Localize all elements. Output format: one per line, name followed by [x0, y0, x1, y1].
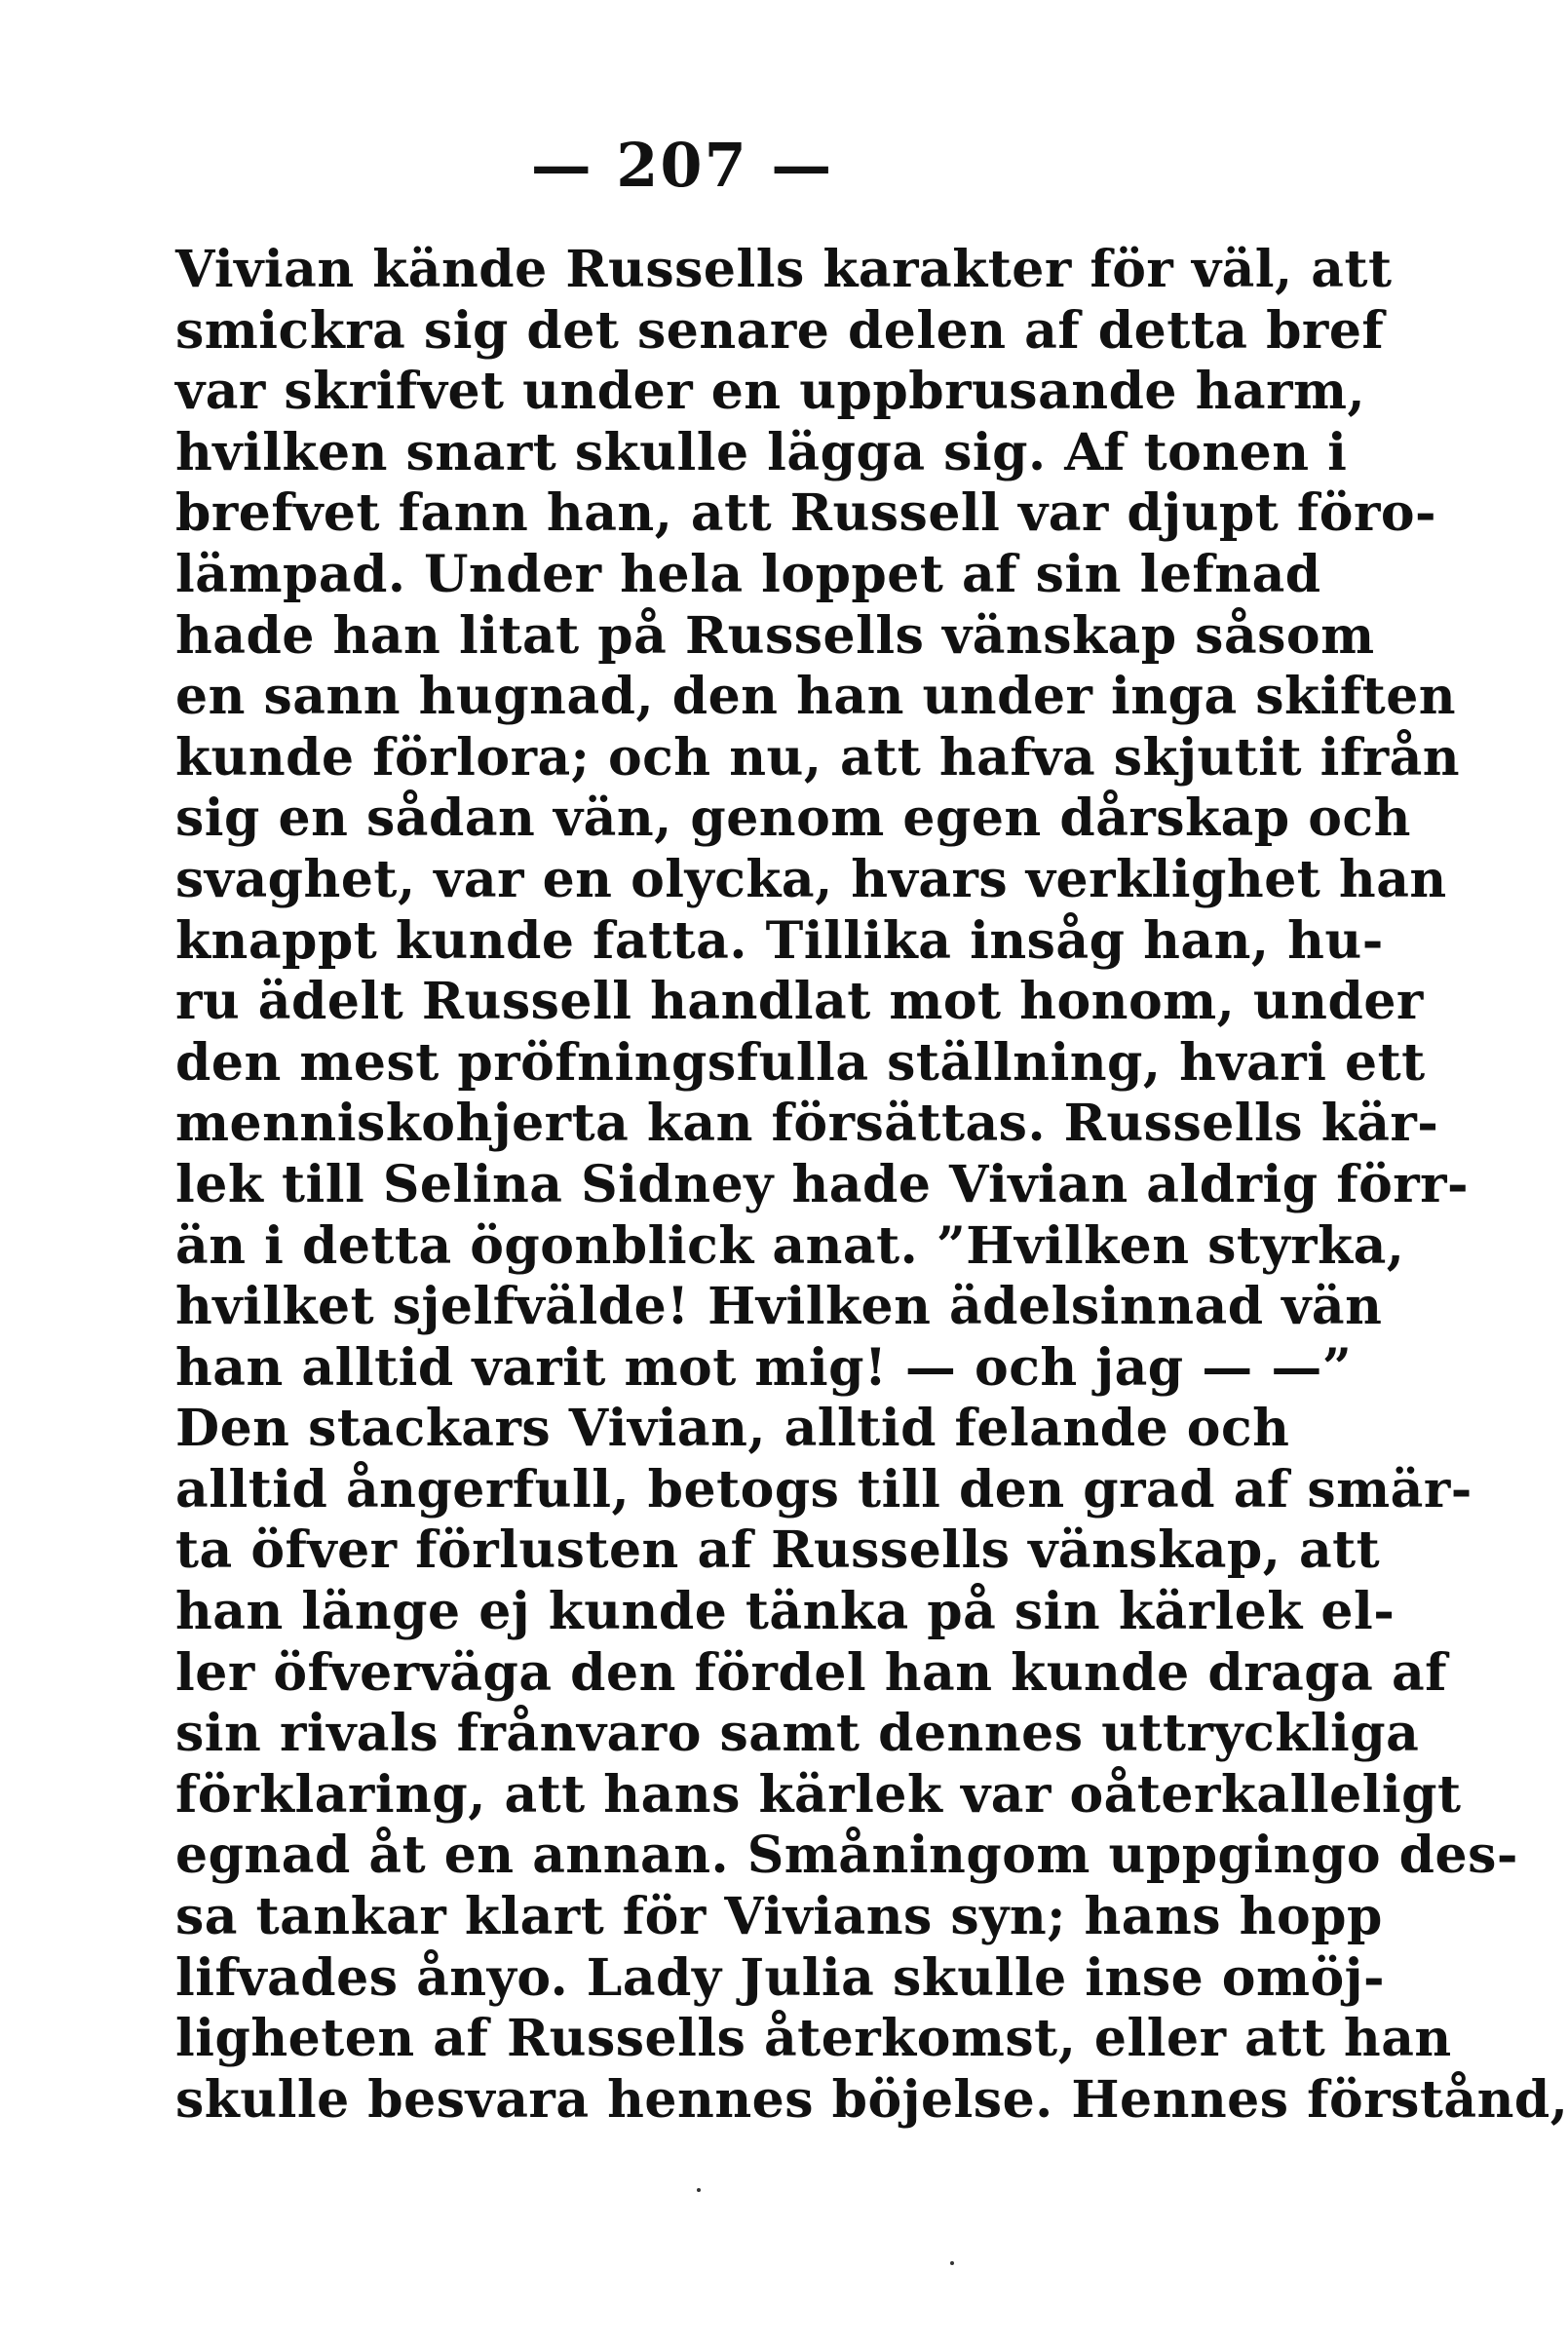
text-line: hvilket sjelfvälde! Hvilken ädelsinnad vän — [175, 1277, 1383, 1337]
text-line: ler öfverväga den fördel han kunde draga af — [175, 1642, 1448, 1703]
text-line: lämpad. Under hela loppet af sin lefnad — [175, 544, 1321, 604]
text-line: ru ädelt Russell handlat mot honom, under — [175, 972, 1424, 1032]
text-line: Vivian kände Russells karakter för väl, att — [175, 240, 1393, 299]
text-line: förklaring, att hans kärlek var oåterkalleligt — [175, 1764, 1462, 1825]
text-line: hvilken snart skulle lägga sig. Af tonen i — [175, 422, 1348, 482]
text-line: lifvades ånyo. Lady Julia skulle inse omöj- — [175, 1947, 1386, 2008]
text-line: hade han litat på Russells vänskap såsom — [175, 605, 1375, 666]
print-speck — [697, 2188, 701, 2192]
text-line: knappt kunde fatta. Tillika insåg han, hu- — [175, 910, 1384, 971]
text-line: en sann hugnad, den han under inga skiften — [175, 667, 1457, 727]
text-line: egnad åt en annan. Småningom uppgingo des- — [175, 1826, 1518, 1886]
text-line: sig en sådan vän, genom egen dårskap och — [175, 788, 1411, 849]
text-line: menniskohjerta kan försättas. Russells kär- — [175, 1094, 1439, 1154]
text-line: Den stackars Vivian, alltid felande och — [175, 1399, 1290, 1459]
text-line: än i detta ögonblick anat. ”Hvilken styrka, — [175, 1215, 1405, 1276]
print-speck — [950, 2261, 954, 2265]
text-line: svaghet, var en olycka, hvars verklighet han — [175, 849, 1447, 909]
text-line: sin rivals frånvaro samt dennes uttryckliga — [175, 1704, 1420, 1764]
text-line: lek till Selina Sidney hade Vivian aldrig förr- — [175, 1154, 1470, 1214]
text-line: brefvet fann han, att Russell var djupt föro- — [175, 483, 1437, 544]
text-line: smickra sig det senare delen af detta bref — [175, 300, 1385, 361]
text-line: var skrifvet under en uppbrusande harm, — [175, 362, 1366, 422]
text-line: kunde förlora; och nu, att hafva skjutit ifrån — [175, 727, 1461, 788]
text-line: han länge ej kunde tänka på sin kärlek el- — [175, 1582, 1396, 1642]
text-line: sa tankar klart för Vivians syn; hans hopp — [175, 1887, 1383, 1947]
page-number: — 207 — — [530, 130, 834, 201]
text-line: ligheten af Russells återkomst, eller att han — [175, 2009, 1452, 2069]
text-line: han alltid varit mot mig! — och jag — —” — [175, 1337, 1353, 1398]
body-text — [175, 240, 1568, 2131]
text-line: skulle besvara hennes böjelse. Hennes förstånd, — [175, 2069, 1568, 2130]
text-line: den mest pröfningsfulla ställning, hvari ett — [175, 1032, 1426, 1093]
text-line: alltid ångerfull, betogs till den grad af smär- — [175, 1459, 1472, 1519]
text-line: ta öfver förlusten af Russells vänskap, att — [175, 1520, 1381, 1581]
